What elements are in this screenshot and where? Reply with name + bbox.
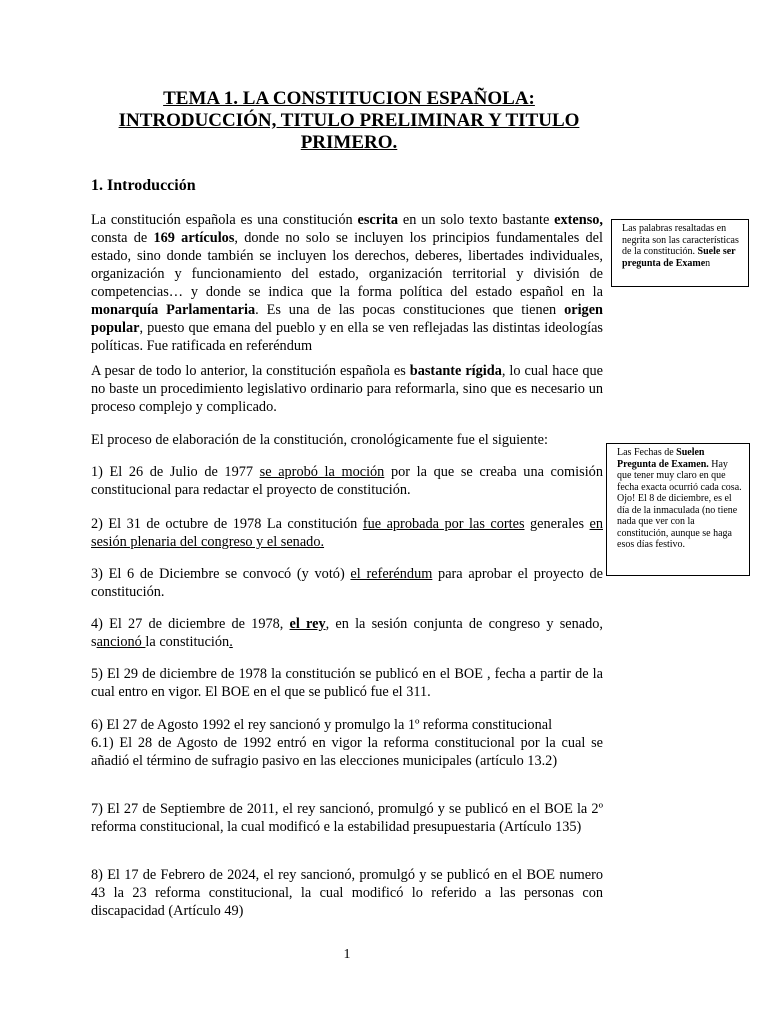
text: 2) El 31 de octubre de 1978 La constitución xyxy=(91,516,363,532)
text: la constitución xyxy=(145,634,230,650)
section-heading-introduccion: 1. Introducción xyxy=(91,177,196,194)
underlined-text: en sesión plenaria del congreso y el senado. xyxy=(91,516,604,550)
list-item-5: 5) El 29 de diciembre de 1978 la constitución se publicó en el BOE , fecha a partir de la cual entro en vigor. El BOE en el que se publicó fue el 311. xyxy=(91,666,603,700)
text: La constitución española es una constitución xyxy=(91,212,358,228)
list-item-1 xyxy=(91,463,603,499)
list-item-6 xyxy=(91,716,603,770)
text: 3) El 6 de Diciembre se convocó (y votó) xyxy=(91,566,351,582)
bold-text: bastante rígida xyxy=(409,363,502,379)
text: , donde no solo se incluyen los principios fundamentales del estado, sino donde también se incluyen los derechos, deberes, libertades individuales, organización y funcionamiento del estado, organización territorial y división de competencias… y donde se indica que la forma política del estado español en la xyxy=(91,230,603,300)
bold-text: Suele ser pregunta de Exame xyxy=(622,246,736,269)
text: para aprobar el proyecto de constitución. xyxy=(91,566,603,600)
bold-underlined-text: el rey xyxy=(289,616,326,632)
page-number: 1 xyxy=(343,947,351,962)
document-title xyxy=(80,88,618,154)
bold-text: origen popular xyxy=(91,302,603,336)
underlined-text: . xyxy=(229,634,233,650)
text: , en la sesión conjunta de congreso y senado, s xyxy=(91,616,603,650)
list-item-4 xyxy=(91,615,603,651)
bold-text: escrita xyxy=(357,212,398,228)
text: Ojo! El 8 de diciembre, es el día de la inmaculada (no tiene nada que ver con la constitución, aunque se haga esos días festivo. xyxy=(617,493,738,550)
margin-note-fechas xyxy=(606,443,750,576)
text: 4) El 27 de diciembre de 1978, xyxy=(91,616,290,632)
text: Las Fechas de xyxy=(617,447,677,458)
text: 1) El 26 de Julio de 1977 xyxy=(91,464,260,480)
underlined-text: fue aprobada por las cortes xyxy=(362,516,525,532)
text: , lo cual hace que no baste un procedimiento legislativo ordinario para reformarla, sino que es necesario un proceso complejo y complicado. xyxy=(91,363,604,415)
text: . Es una de las pocas constituciones que tienen xyxy=(255,302,565,318)
text: generales xyxy=(524,516,590,532)
bold-text: 169 artículos xyxy=(153,230,235,246)
text: A pesar de todo lo anterior, la constitución española es xyxy=(91,363,410,379)
text: en un solo texto bastante xyxy=(398,212,555,228)
text: por la que se creaba una comisión constitucional para redactar el proyecto de constitución. xyxy=(91,464,603,498)
bold-text: Suelen Pregunta de Examen. xyxy=(617,447,709,470)
list-item-7: 7) El 27 de Septiembre de 2011, el rey sancionó, promulgó y se publicó en el BOE la 2º reforma constitucional, la cual modificó e la estabilidad presupuestaria (Artículo 135) xyxy=(91,801,603,835)
paragraph-proceso: El proceso de elaboración de la constitución, cronológicamente fue el siguiente: xyxy=(91,432,548,448)
list-item-8: 8) El 17 de Febrero de 2024, el rey sancionó, promulgó y se publicó en el BOE numero 43 la 23 reforma constitucional, la cual modificó lo referido a las personas con discapacidad (Artículo 49) xyxy=(91,867,603,919)
list-item-6-1: 6.1) El 28 de Agosto de 1992 entró en vigor la reforma constitucional por la cual se añadió el término de sufragio pasivo en las elecciones municipales (artículo 13.2) xyxy=(91,735,603,769)
list-item-6-line: 6) El 27 de Agosto 1992 el rey sancionó y promulgo la 1º reforma constitucional xyxy=(91,717,553,733)
text: consta de xyxy=(91,230,154,246)
bold-text: monarquía Parlamentaria xyxy=(91,302,256,318)
text: Hay que tener muy claro en que fecha exacta ocurrió cada cosa. xyxy=(617,458,742,493)
text: n xyxy=(705,257,711,269)
paragraph-intro xyxy=(91,211,603,355)
list-item-2 xyxy=(91,515,603,551)
text: Las palabras resaltadas en negrita son las características de la constitución. xyxy=(622,223,739,257)
title-line-1: TEMA 1. LA CONSTITUCION ESPAÑOLA: xyxy=(163,88,535,109)
title-line-3: PRIMERO. xyxy=(300,132,398,153)
text: , puesto que emana del pueblo y en ella se ven reflejadas las distintas ideologías políticas. Fue ratificada en referéndum xyxy=(91,320,603,354)
underlined-text: el referéndum xyxy=(350,566,433,582)
underlined-text: ancionó xyxy=(96,634,146,650)
title-line-2: INTRODUCCIÓN, TITULO PRELIMINAR Y TITULO xyxy=(118,110,580,131)
bold-text: extenso, xyxy=(554,212,603,228)
paragraph-rigidez xyxy=(91,362,603,416)
underlined-text: se aprobó la moción xyxy=(259,464,385,480)
margin-note-negrita xyxy=(611,219,749,287)
list-item-3 xyxy=(91,565,603,601)
